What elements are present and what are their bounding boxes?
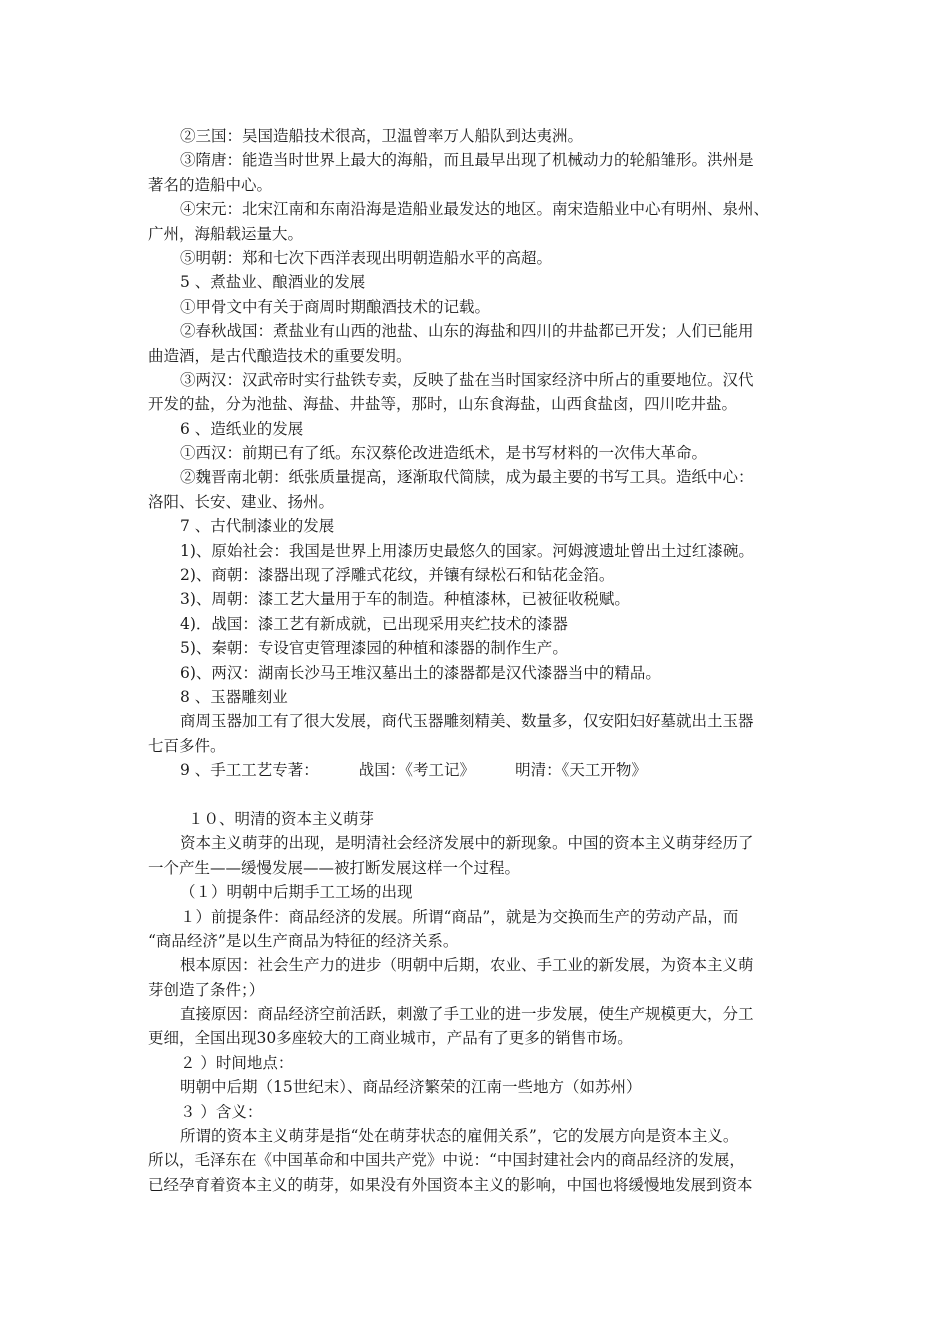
text-line: 已经孕育着资本主义的萌芽，如果没有外国资本主义的影响，中国也将缓慢地发展到资本 [148,1175,753,1194]
subsection-heading: （１）明朝中后期手工工场的出现 [180,883,413,902]
text-line: ⑤明朝：郑和七次下西洋表现出明朝造船水平的高超。 [180,248,553,267]
text-line: １）前提条件：商品经济的发展。所谓“商品”，就是为交换而生产的劳动产品，而 [180,907,739,926]
text-line: 6)、两汉：湖南长沙马王堆汉墓出土的漆器都是汉代漆器当中的精品。 [180,663,661,682]
section-heading: 7 、古代制漆业的发展 [180,517,335,536]
text-segment: 战国：《考工记》 [358,761,476,780]
text-line: 开发的盐，分为池盐、海盐、井盐等，那时，山东食海盐，山西食盐卤，四川吃井盐。 [148,395,738,414]
text-line: 一个产生——缓慢发展——被打断发展这样一个过程。 [148,858,521,877]
text-line: 5)、秦朝：专设官吏管理漆园的种植和漆器的制作生产。 [180,639,568,658]
text-line: 3)、周朝：漆工艺大量用于车的制造。种植漆林，已被征收税赋。 [180,590,630,609]
text-line: ②春秋战国：煮盐业有山西的池盐、山东的海盐和四川的井盐都已开发；人们已能用 [180,322,754,341]
text-line: ①西汉：前期已有了纸。东汉蔡伦改进造纸术，是书写材料的一次伟大革命。 [180,444,708,463]
text-line: 商周玉器加工有了很大发展，商代玉器雕刻精美、数量多，仅安阳妇好墓就出土玉器 [180,712,754,731]
text-line: 4)．战国：漆工艺有新成就，已出现采用夹纻技术的漆器 [180,614,568,633]
text-line: ①甲骨文中有关于商周时期酿酒技术的记载。 [180,297,491,316]
section-heading: 8 、玉器雕刻业 [180,687,288,706]
text-segment: 9 、手工工艺专著： [180,761,319,780]
text-line: 明朝中后期（15世纪末）、商品经济繁荣的江南一些地方（如苏州） [180,1078,642,1097]
text-line: 洛阳、长安、建业、扬州。 [148,492,335,511]
text-line: 广州，海船载运量大。 [148,224,304,243]
text-line: 芽创造了条件；） [148,980,265,999]
text-line: 所谓的资本主义萌芽是指“处在萌芽状态的雇佣关系”，它的发展方向是资本主义。 [180,1127,739,1146]
text-line: ②三国：吴国造船技术很高，卫温曾率万人船队到达夷洲。 [180,127,584,145]
text-line: ③两汉：汉武帝时实行盐铁专卖，反映了盐在当时国家经济中所占的重要地位。汉代 [180,370,754,389]
text-line: 七百多件。 [148,736,226,755]
text-line: 更细，全国出现30多座较大的工商业城市，产品有了更多的销售市场。 [148,1029,633,1048]
section-heading [148,758,808,782]
document-body [148,124,808,1197]
section-heading: 5 、煮盐业、酿酒业的发展 [180,273,366,292]
subsection-heading: ２ ）时间地点： [180,1053,294,1072]
text-line: 著名的造船中心。 [148,175,273,194]
blank-line [148,783,808,807]
section-heading: １０、明清的资本主义萌芽 [188,809,375,828]
text-segment: 明清：《天工开物》 [515,761,647,780]
text-line: 直接原因：商品经济空前活跃，刺激了手工业的进一步发展，使生产规模更大，分工 [180,1005,754,1024]
text-line: ②魏晋南北朝：纸张质量提高，逐渐取代简牍，成为最主要的书写工具。造纸中心： [180,468,754,487]
text-line: 根本原因：社会生产力的进步（明朝中后期，农业、手工业的新发展，为资本主义萌 [180,956,754,975]
section-heading: 6 、造纸业的发展 [180,419,304,438]
text-line: 2)、商朝：漆器出现了浮雕式花纹，并镶有绿松石和钻花金箔。 [180,566,615,585]
subsection-heading: ３ ）含义： [180,1102,263,1121]
text-line: ④宋元：北宋江南和东南沿海是造船业最发达的地区。南宋造船业中心有明州、泉州、 [180,200,770,219]
text-line: 资本主义萌芽的出现，是明清社会经济发展中的新现象。中国的资本主义萌芽经历了 [180,834,754,853]
text-line: 1)、原始社会：我国是世界上用漆历史最悠久的国家。河姆渡遗址曾出土过红漆碗。 [180,541,754,560]
text-line: 所以，毛泽东在《中国革命和中国共产党》中说：“中国封建社会内的商品经济的发展， [148,1151,745,1170]
text-line: ③隋唐：能造当时世界上最大的海船，而且最早出现了机械动力的轮船雏形。洪州是 [180,151,754,170]
text-line: “商品经济”是以生产商品为特征的经济关系。 [148,931,459,950]
text-line: 曲造酒，是古代酿造技术的重要发明。 [148,346,412,365]
